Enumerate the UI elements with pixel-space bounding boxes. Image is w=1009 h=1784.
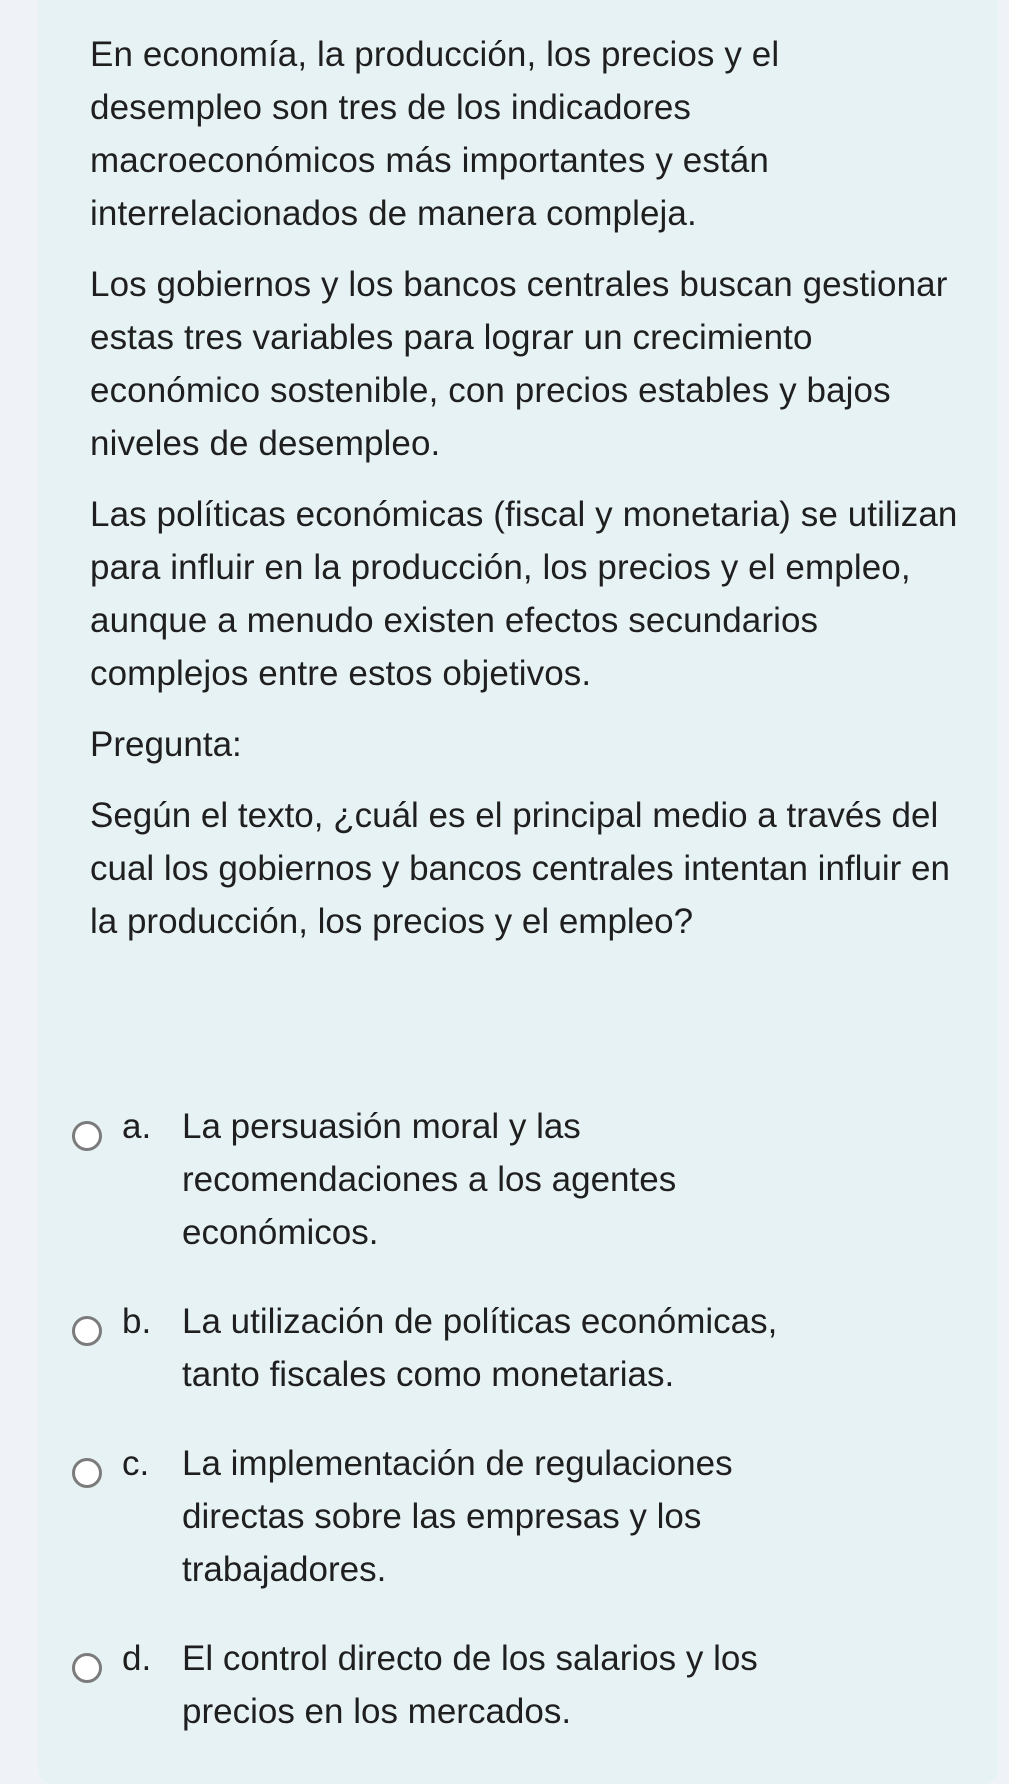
question-text: Según el texto, ¿cuál es el principal medio a través del cual los gobiernos y bancos centrales intentan influir en la producción, los precios y el empleo? (90, 796, 950, 941)
option-b[interactable] (72, 1295, 932, 1401)
option-letter-b: b. (122, 1302, 152, 1341)
radio-button-a[interactable] (72, 1121, 102, 1151)
radio-button-c[interactable] (72, 1458, 102, 1488)
option-text-a[interactable]: La persuasión moral y las recomendaciones a los agentes económicos. (182, 1107, 677, 1252)
option-letter-a: a. (122, 1107, 152, 1146)
radio-button-b[interactable] (72, 1316, 102, 1346)
answer-options (72, 1100, 932, 1774)
option-a[interactable] (72, 1100, 932, 1259)
radio-button-d[interactable] (72, 1653, 102, 1683)
passage-paragraph-1: En economía, la producción, los precios y el desempleo son tres de los indicadores macroeconómicos más importantes y están interrelacionados de manera compleja. (90, 35, 780, 233)
passage-paragraph-3: Las políticas económicas (fiscal y monetaria) se utilizan para influir en la producción, los precios y el empleo, aunque a menudo existen efectos secundarios complejos entre estos objetivos. (90, 495, 958, 693)
option-c[interactable] (72, 1437, 932, 1596)
option-text-b[interactable]: La utilización de políticas económicas, tanto fiscales como monetarias. (182, 1302, 778, 1394)
option-text-c[interactable]: La implementación de regulaciones directas sobre las empresas y los trabajadores. (182, 1444, 733, 1589)
option-letter-d: d. (122, 1639, 152, 1678)
passage-paragraph-2: Los gobiernos y los bancos centrales buscan gestionar estas tres variables para lograr un crecimiento económico sostenible, con precios estables y bajos niveles de desempleo. (90, 265, 948, 463)
option-text-d[interactable]: El control directo de los salarios y los precios en los mercados. (182, 1639, 758, 1731)
option-letter-c: c. (122, 1444, 150, 1483)
question-label: Pregunta: (90, 725, 242, 764)
option-d[interactable] (72, 1632, 932, 1738)
